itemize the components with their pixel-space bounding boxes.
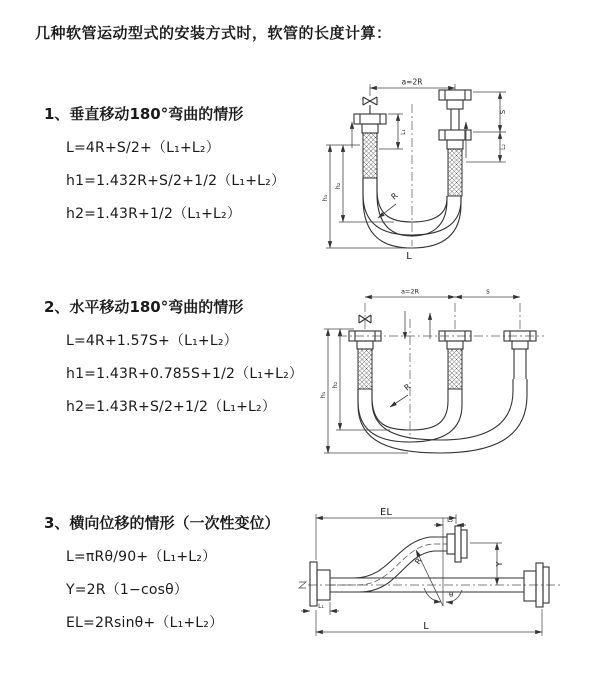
middle-flange-fitting	[439, 331, 471, 389]
formula: h2=1.43R+S/2+1/2（L₁+L₂）	[66, 399, 277, 415]
section-lateral-displacement	[44, 512, 314, 645]
hose-braid-section	[363, 133, 377, 178]
hose-braid-section	[448, 149, 462, 196]
label-r: R	[413, 556, 424, 567]
upper-flange-fitting-displaced	[447, 526, 467, 562]
label-h1: h₁	[321, 194, 329, 202]
right-flange-fitting	[524, 563, 549, 607]
diagram-lateral-displacement	[296, 504, 592, 656]
formula: L=4R+S/2+（L₁+L₂）	[66, 140, 220, 156]
left-flange-fitting	[354, 114, 386, 178]
label-l1: L₁	[318, 603, 324, 610]
hose-braid-section	[448, 349, 462, 389]
label-l2: L₂	[447, 517, 453, 524]
section-vertical-movement	[44, 103, 314, 236]
dimension-l2	[466, 132, 507, 162]
section-heading: 3、横向位移的情形（一次性变位）	[44, 514, 280, 532]
right-flange-fitting-displaced	[504, 331, 536, 379]
formula: L=4R+1.57S+（L₁+L₂）	[66, 333, 238, 349]
section-heading: 1、垂直移动180°弯曲的情形	[44, 105, 244, 123]
diagram-vertical-180-bend	[308, 70, 592, 262]
radius-leader	[390, 382, 413, 407]
label-l-total: L	[406, 251, 412, 262]
dimension-l1	[379, 114, 407, 149]
label-h2: h₂	[331, 381, 339, 389]
hose-displaced-position	[330, 537, 447, 592]
formula: Y=2R（1−cosθ）	[66, 582, 189, 598]
section-horizontal-movement	[44, 296, 314, 429]
label-h2: h₂	[334, 182, 342, 190]
label-h1: h₁	[319, 391, 327, 399]
centerline-symbol	[299, 582, 306, 588]
dimension-l	[316, 609, 542, 636]
hose-braid-section	[358, 349, 372, 389]
dimension-y	[470, 543, 504, 585]
label-a-2r: a=2R	[401, 77, 423, 87]
dimension-el	[316, 507, 456, 560]
label-l: L	[423, 621, 429, 632]
dimension-a-2r	[370, 78, 455, 97]
label-r: R	[389, 191, 400, 202]
label-el: EL	[380, 507, 392, 518]
label-l1: L₁	[400, 129, 407, 135]
label-s: s	[486, 287, 490, 296]
page-title: 几种软管运动型式的安装方式时，软管的长度计算：	[35, 24, 392, 42]
radius-leader	[378, 191, 400, 218]
formula: h1=1.432R+S/2+1/2（L₁+L₂）	[66, 173, 286, 189]
label-s: S	[499, 109, 507, 115]
diagram-horizontal-180-bend	[308, 283, 592, 461]
formula: h1=1.43R+0.785S+1/2（L₁+L₂）	[66, 366, 304, 382]
formula: L=πRθ/90+（L₁+L₂）	[66, 549, 217, 565]
formula: EL=2Rsinθ+（L₁+L₂）	[66, 615, 224, 631]
hose-u-bend	[358, 379, 527, 453]
diagram-vertical-180-bend-svg	[308, 70, 592, 262]
valve-icon	[363, 97, 377, 114]
left-flange-fitting	[349, 331, 381, 389]
label-l2: L₂	[500, 144, 507, 150]
label-a-2r: a=2R	[400, 287, 420, 296]
section-heading: 2、水平移动180°弯曲的情形	[44, 298, 244, 316]
label-y: Y	[495, 561, 504, 567]
diagram-lateral-displacement-svg	[296, 504, 592, 656]
formula: h2=1.43R+1/2（L₁+L₂）	[66, 206, 242, 222]
dimension-h1	[319, 329, 408, 453]
dimension-s	[455, 288, 520, 298]
left-flange-fitting	[310, 562, 330, 606]
dimension-s	[473, 92, 507, 132]
label-theta: θ	[449, 591, 454, 599]
dimension-a-2r	[365, 288, 455, 298]
label-r: R	[402, 382, 413, 393]
diagram-horizontal-180-bend-svg	[308, 283, 592, 461]
dimension-l1	[301, 602, 339, 615]
